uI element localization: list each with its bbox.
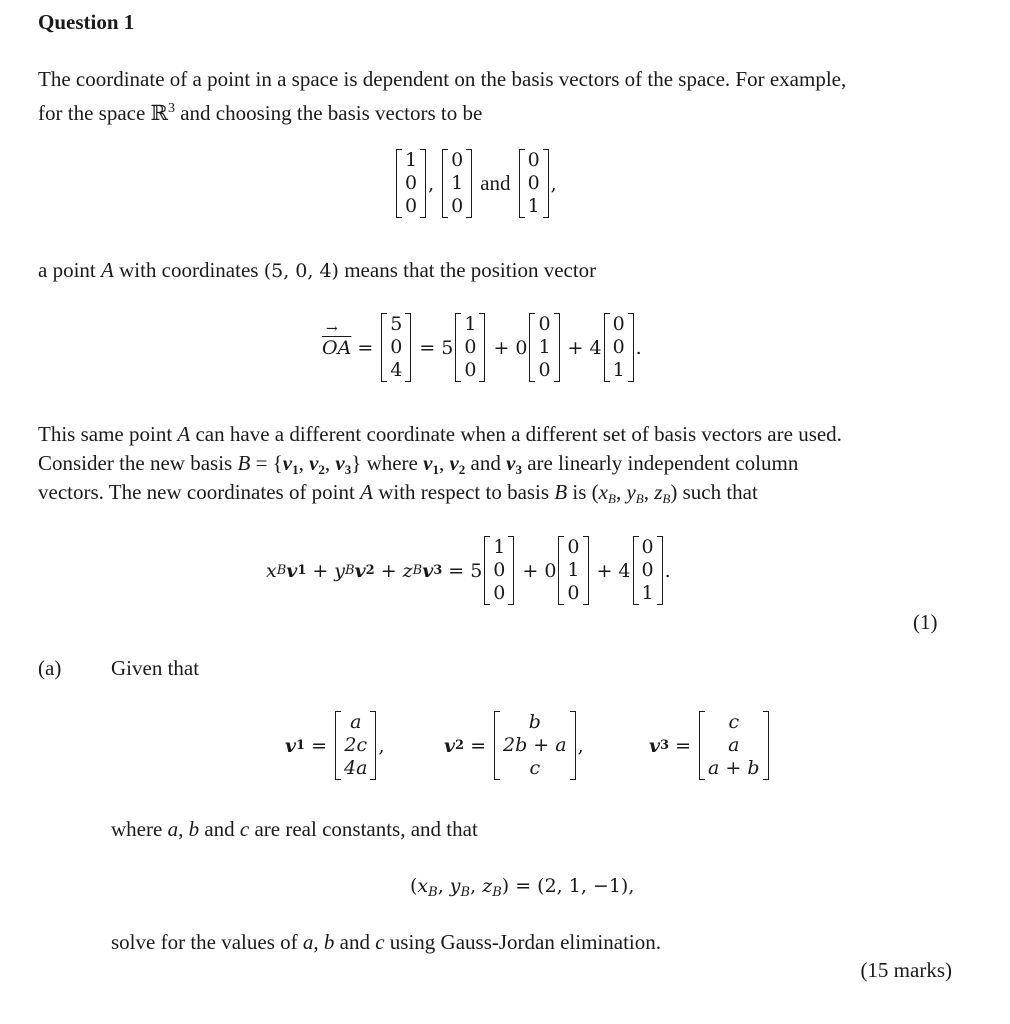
matrix-entry: 0: [538, 359, 551, 381]
solve-text: ,: [313, 930, 324, 954]
matrix-entry: 0: [493, 559, 506, 581]
basis-vector-e1: [396, 149, 426, 218]
coord-symbol: z: [482, 875, 493, 897]
equation-number: (1): [913, 610, 938, 634]
basis-label: B: [554, 480, 568, 504]
v-subscript: 1: [296, 738, 306, 753]
v-symbol: v: [354, 559, 366, 582]
space-exponent: 3: [167, 101, 175, 116]
matrix-entry: 0: [527, 149, 540, 171]
v-symbol: v: [286, 559, 298, 582]
solve-text: and: [334, 930, 376, 954]
basis-vector-e2: [558, 536, 588, 605]
point-label: A: [101, 258, 114, 282]
matrix-entry: 1: [493, 536, 506, 558]
basis-label: B: [237, 451, 251, 475]
matrix-entry: 1: [464, 313, 477, 335]
matrix-entry: 1: [567, 559, 580, 581]
coefficient: 5: [441, 336, 454, 359]
v-symbol: v: [649, 734, 661, 757]
matrix-entry: 0: [493, 582, 506, 604]
basis-vector-e3: [604, 313, 634, 382]
v-symbol: v: [449, 451, 459, 475]
p2-text: vectors. The new coordinates of point: [38, 480, 361, 504]
v-symbol: v: [506, 451, 516, 475]
constant-c: c: [375, 930, 385, 954]
v-symbol: v: [309, 451, 319, 475]
basis-vector-e2: [442, 149, 472, 218]
matrix-entry: 0: [567, 536, 580, 558]
where-text: where: [111, 817, 168, 841]
matrix-entry: 2b + a: [503, 734, 567, 756]
matrix-entry: 0: [405, 195, 418, 217]
v2-definition: [444, 711, 584, 780]
point-label: A: [360, 480, 373, 504]
solve-text: solve for the values of: [111, 930, 303, 954]
plus: +: [380, 559, 397, 582]
coefficient: 0: [515, 336, 528, 359]
plus: +: [493, 336, 510, 359]
plus: +: [596, 559, 613, 582]
p2-text: } where: [351, 451, 424, 475]
paragraph2-line-3: vectors. The new coordinates of point A with respect to basis B is ($x_B$, $y_B$, $z_B$) such that: [38, 480, 758, 506]
coord-subscript: B: [460, 885, 471, 900]
question-title: Question 1: [38, 10, 135, 34]
matrix-entry: 0: [527, 172, 540, 194]
coord-symbol: y: [626, 480, 636, 504]
v-symbol: v: [444, 734, 456, 757]
matrix-entry: 0: [451, 195, 464, 217]
v-subscript: 2: [455, 738, 465, 753]
v-symbol: v: [422, 559, 434, 582]
plus: +: [522, 559, 539, 582]
coefficient: 0: [544, 559, 557, 582]
p2-text: are linearly independent column: [521, 451, 799, 475]
part-a-label: (a): [38, 656, 62, 680]
space-symbol: ℝ: [150, 101, 168, 125]
comma: ,: [550, 172, 557, 195]
matrix-entry: c: [728, 711, 740, 733]
paragraph2-line-2: Consider the new basis B = {v1, v2, v3} where v1, v2 and v3 are linearly independent column: [38, 451, 799, 477]
point-sentence-post: means that the position vector: [338, 258, 597, 282]
matrix-entry: 1: [451, 172, 464, 194]
solve-sentence: [111, 930, 661, 955]
matrix-entry: 0: [641, 559, 654, 581]
marks-label: (15 marks): [860, 958, 952, 982]
v2-vector: [494, 711, 576, 780]
intro-line-1: The coordinate of a point in a space is dependent on the basis vectors of the space. For example,: [38, 67, 847, 91]
matrix-entry: 4a: [344, 757, 368, 779]
point-sentence-mid: with coordinates: [113, 258, 264, 282]
coefficient: 4: [589, 336, 602, 359]
basis-vector-e1: [455, 313, 485, 382]
v-subscript: 3: [433, 563, 443, 578]
matrix-entry: 0: [612, 313, 625, 335]
matrix-entry: 0: [464, 359, 477, 381]
where-text: are real constants, and that: [249, 817, 478, 841]
coord-subscript: B: [428, 885, 438, 900]
matrix-entry: 0: [641, 536, 654, 558]
where-text: ,: [178, 817, 189, 841]
matrix-entry: 0: [464, 336, 477, 358]
equals: =: [311, 734, 328, 757]
v-subscript: 3: [660, 738, 670, 753]
paragraph2-line-1: [38, 420, 842, 449]
solve-text: using Gauss-Jordan elimination.: [384, 930, 661, 954]
v-subscript: 2: [458, 462, 466, 477]
coord-subscript: B: [345, 563, 355, 578]
v3-definition: [649, 711, 771, 780]
plus: +: [312, 559, 329, 582]
matrix-entry: 0: [567, 582, 580, 604]
v-symbol: v: [423, 451, 433, 475]
point-label: A: [177, 422, 191, 446]
matrix-entry: 0: [390, 336, 403, 358]
v1-vector: [335, 711, 376, 780]
matrix-entry: 0: [538, 313, 551, 335]
coord-symbol: x: [417, 875, 429, 897]
oa-vector-symbol: $\overline{OA}$ →: [322, 337, 351, 359]
standard-basis-display: [394, 149, 557, 218]
coord-symbol: y: [334, 559, 346, 582]
basis-vector-e1: [484, 536, 514, 605]
point-sentence-pre: a point: [38, 258, 101, 282]
intro-line-2-pre: for the space: [38, 101, 151, 125]
p2-text: ) such that: [670, 480, 758, 504]
coord-symbol: x: [598, 480, 608, 504]
comma: ,: [577, 734, 584, 757]
equals: =: [419, 336, 436, 359]
basis-vector-e3: [633, 536, 663, 605]
point-sentence: [38, 256, 596, 286]
v-subscript: 2: [365, 563, 375, 578]
matrix-entry: 0: [451, 149, 464, 171]
p2-text: This same point: [38, 422, 178, 446]
matrix-entry: 2c: [344, 734, 368, 756]
constant-a: a: [167, 817, 179, 841]
p2-text: is (: [567, 480, 599, 504]
constant-a: a: [302, 930, 314, 954]
matrix-entry: 0: [612, 336, 625, 358]
equals: =: [675, 734, 692, 757]
p2-text: can have a different coordinate when a different set of basis vectors are used.: [190, 422, 842, 446]
and-word: and: [480, 171, 511, 195]
matrix-entry: 1: [538, 336, 551, 358]
matrix-entry: 0: [405, 172, 418, 194]
coord-subscript: B: [412, 563, 423, 578]
intro-line-2-post: and choosing the basis vectors to be: [174, 101, 483, 125]
plus: +: [567, 336, 584, 359]
matrix-entry: a + b: [708, 757, 760, 779]
point-coords: (5, 0, 4): [263, 260, 339, 282]
period: .: [664, 559, 671, 582]
intro-line-2: [38, 94, 482, 128]
v3-vector: [699, 711, 769, 780]
coefficient: 4: [618, 559, 631, 582]
comma: ,: [428, 172, 435, 195]
v-symbol: v: [335, 451, 345, 475]
v-subscript: 2: [318, 462, 325, 477]
v-symbol: v: [285, 734, 297, 757]
p2-text: = {: [250, 451, 283, 475]
matrix-entry: 5: [390, 313, 403, 335]
constant-b: b: [188, 817, 200, 841]
matrix-entry: a: [728, 734, 740, 756]
basis-vector-e2: [529, 313, 559, 382]
coord-subscript: B: [662, 491, 671, 506]
coord-symbol: y: [449, 875, 461, 897]
where-text: and: [199, 817, 240, 841]
coord-symbol: z: [654, 480, 663, 504]
matrix-entry: 1: [405, 149, 418, 171]
p2-text: with respect to basis: [372, 480, 555, 504]
coord-subscript: B: [635, 491, 644, 506]
constant-c: c: [239, 817, 250, 841]
basis-vector-e3: [519, 149, 549, 218]
p2-text: and: [465, 451, 507, 475]
v-symbol: v: [282, 451, 293, 475]
matrix-entry: c: [529, 757, 541, 779]
coord-subscript: B: [607, 491, 616, 506]
p2-text: Consider the new basis: [38, 451, 238, 475]
v-subscript: 1: [297, 563, 307, 578]
new-coordinates-equation: ($x_B$, $y_B$, $z_B) = (2$, 1, −1),: [410, 875, 635, 900]
matrix-entry: 4: [390, 359, 403, 381]
matrix-entry: a: [350, 711, 362, 733]
where-sentence: [111, 817, 478, 842]
oa-vector: [381, 313, 411, 382]
equation-1: [266, 536, 671, 605]
v-subscript: 3: [515, 462, 522, 477]
coord-symbol: x: [266, 559, 277, 582]
matrix-entry: 1: [641, 582, 654, 604]
coord-subscript: B: [276, 563, 287, 578]
equals: =: [470, 734, 487, 757]
matrix-entry: b: [528, 711, 541, 733]
matrix-entry: 1: [612, 359, 625, 381]
equals: =: [357, 336, 374, 359]
equals: =: [448, 559, 465, 582]
v-subscript: 1: [432, 462, 439, 477]
part-a-given: Given that: [111, 656, 200, 680]
v-subscript: 3: [344, 462, 352, 477]
coord-symbol: z: [402, 559, 413, 582]
comma: ,: [378, 734, 385, 757]
period: .: [635, 336, 642, 359]
coord-values: ) = (2, 1, −1),: [501, 875, 635, 897]
coord-subscript: B: [492, 885, 502, 900]
coefficient: 5: [470, 559, 483, 582]
matrix-entry: 1: [527, 195, 540, 217]
v-subscript: 1: [292, 462, 299, 477]
oa-equation: [322, 313, 642, 382]
v1-definition: [285, 711, 384, 780]
constant-b: b: [323, 930, 335, 954]
paren-open: (: [410, 875, 418, 897]
